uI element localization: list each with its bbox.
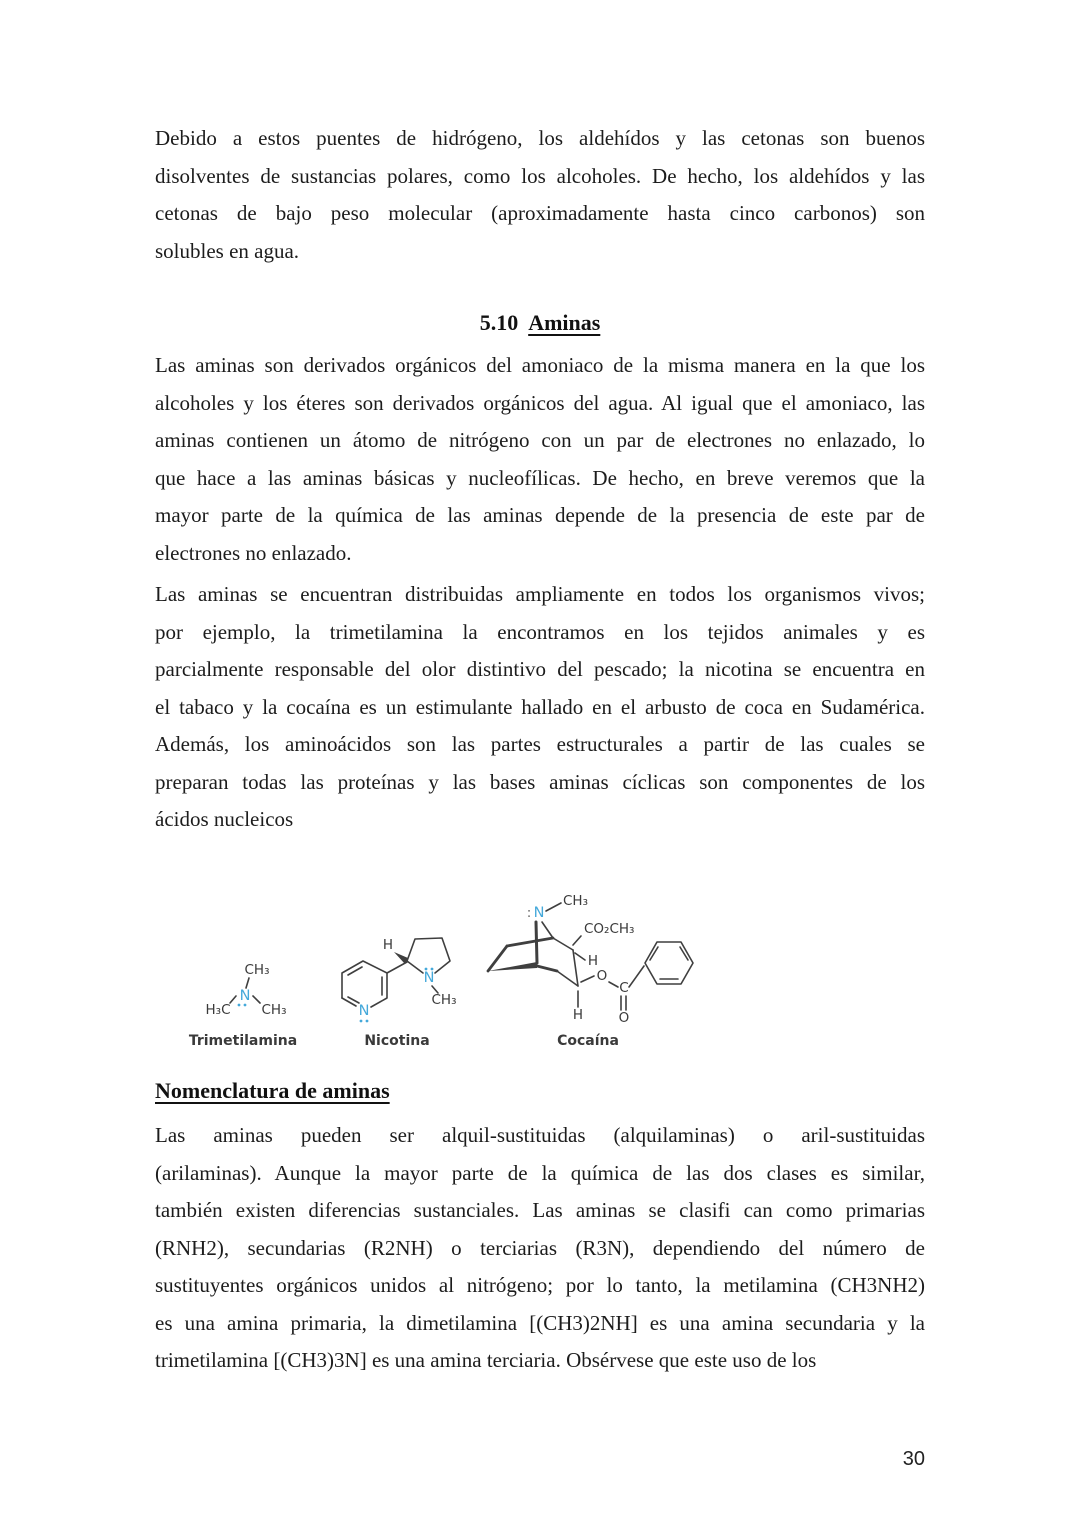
- molecule-name-nicotina: Nicotina: [364, 1033, 430, 1049]
- text-line: ácidos nucleicos: [155, 807, 294, 831]
- pyridine-nitrogen: N: [358, 1003, 370, 1019]
- pyrrolidine-ring: [407, 961, 423, 973]
- text-line: trimetilamina [(CH3)3N] es una amina terciaria. Obsérvese que este uso de los: [155, 1348, 817, 1372]
- bond: [573, 936, 581, 945]
- methyl-top-label: CH₃: [244, 962, 270, 978]
- lone-pair-dot: [366, 1020, 369, 1023]
- lone-pair-colon: :: [526, 905, 532, 921]
- text-line: mayor parte de la química de las aminas depende de la presencia de este par de: [155, 503, 925, 527]
- bond: [253, 996, 260, 1003]
- text-line: el tabaco y la cocaína es un estimulante hallado en el arbusto de coca en Sudamérica.: [155, 694, 925, 719]
- text-line: que hace a las aminas básicas y nucleofílicas. De hecho, en breve veremos que la: [155, 465, 925, 490]
- lone-pair-dot: [360, 1020, 363, 1023]
- nitrogen-atom: N: [239, 988, 251, 1004]
- text-line: es una amina primaria, la dimetilamina [(CH3)2NH] es una amina secundaria y la: [155, 1310, 925, 1335]
- hydrogen-label: H: [587, 953, 599, 969]
- ester-oxygen: O: [596, 968, 608, 984]
- text-line: también existen diferencias sustanciales. Las aminas se clasifi can como primarias: [155, 1198, 925, 1222]
- text-line: Las aminas pueden ser alquil-sustituidas (alquilaminas) o aril-sustituidas: [155, 1123, 925, 1147]
- bond: [581, 976, 594, 982]
- ring-bond: [507, 938, 553, 946]
- lone-pair-dot: [238, 1004, 241, 1007]
- text-line: preparan todas las proteínas y las bases aminas cíclicas son componentes de los: [155, 769, 925, 794]
- text-line: aminas contienen un átomo de nitrógeno con un par de electrones no enlazado, lo: [155, 428, 925, 452]
- pyridine-ring: [342, 998, 356, 1006]
- tropane-nitrogen: N: [533, 905, 545, 921]
- section-heading: [155, 304, 925, 342]
- text-line: (RNH2), secundarias (R2NH) o terciarias (R3N), dependiendo del número de: [155, 1235, 925, 1260]
- text-line: alcoholes y los éteres son derivados orgánicos del agua. Al igual que el amoniaco, las: [155, 390, 925, 415]
- text-line: cetonas de bajo peso molecular (aproximadamente hasta cinco carbonos) son: [155, 201, 925, 225]
- text-line: sustituyentes orgánicos unidos al nitrógeno; por lo tanto, la metilamina (CH3NH2): [155, 1273, 925, 1297]
- ring-bond: [557, 971, 578, 986]
- subsection-title: Nomenclatura de aminas: [155, 1078, 390, 1103]
- text-line: parcialmente responsable del olor distintivo del pescado; la nicotina se encuentra en: [155, 657, 925, 681]
- bond: [387, 962, 407, 973]
- text-line: solubles en agua.: [155, 238, 300, 263]
- cocaina-structure: [488, 893, 693, 1049]
- molecule-name-cocaina: Cocaína: [557, 1033, 619, 1049]
- carbonyl-oxygen: O: [618, 1010, 630, 1026]
- chemical-structures-figure: [160, 883, 780, 1058]
- text-line: electrones no enlazado.: [155, 540, 352, 565]
- text-line: Las aminas son derivados orgánicos del amoniaco de la misma manera en la que los: [155, 353, 925, 377]
- bond: [230, 996, 236, 1003]
- methyl-left-label: H₃C: [205, 1002, 231, 1018]
- methyl-right-label: CH₃: [261, 1002, 287, 1018]
- molecule-name-trimetilamina: Trimetilamina: [188, 1033, 298, 1049]
- bond: [246, 978, 249, 988]
- pyridine-ring: [342, 961, 387, 1007]
- benzene-ring: [645, 942, 693, 984]
- bond: [542, 922, 553, 938]
- wedge-bond: [394, 952, 408, 964]
- bond: [629, 966, 644, 987]
- methyl-label: CH₃: [431, 992, 457, 1008]
- ring-bond: [537, 966, 557, 971]
- paragraph-aminas-intro: [155, 347, 925, 572]
- pyrrolidine-ring: [407, 938, 450, 973]
- lone-pair-dot: [244, 1004, 247, 1007]
- hydrogen-label: H: [572, 1007, 584, 1023]
- trimetilamina-structure: [189, 962, 297, 1049]
- text-line: (arilaminas). Aunque la mayor parte de la química de las dos clases es similar,: [155, 1160, 925, 1185]
- bond: [609, 982, 618, 987]
- subsection-heading: [155, 1072, 925, 1110]
- section-number: 5.10: [479, 310, 519, 335]
- carbonyl-carbon: C: [619, 980, 629, 996]
- bold-bridge-bond: [536, 922, 537, 963]
- bond: [546, 903, 561, 911]
- paragraph-nomenclatura-body: [155, 1117, 925, 1380]
- hydrogen-label: H: [382, 937, 394, 953]
- paragraph-aldehydes-solubility: [155, 120, 925, 270]
- text-line: Las aminas se encuentran distribuidas ampliamente en todos los organismos vivos;: [155, 582, 925, 606]
- paragraph-aminas-distribution: [155, 576, 925, 839]
- text-line: disolventes de sustancias polares, como los alcoholes. De hecho, los aldehídos y las: [155, 163, 925, 188]
- ring-bond: [488, 946, 507, 971]
- methyl-label: CH₃: [563, 893, 588, 909]
- text-line: por ejemplo, la trimetilamina la encontramos en los tejidos animales y es: [155, 619, 925, 644]
- bond: [575, 953, 585, 960]
- nicotina-structure: [342, 937, 457, 1049]
- text-line: Además, los aminoácidos son las partes estructurales a partir de las cuales se: [155, 732, 925, 756]
- ring-bond: [553, 938, 573, 950]
- page-number: 30: [902, 1448, 925, 1470]
- text-line: Debido a estos puentes de hidrógeno, los aldehídos y las cetonas son buenos: [155, 126, 925, 150]
- ester-methyl-label: CO₂CH₃: [584, 921, 635, 937]
- section-title: Aminas: [528, 310, 601, 335]
- pyrrolidine-nitrogen: N: [423, 970, 435, 986]
